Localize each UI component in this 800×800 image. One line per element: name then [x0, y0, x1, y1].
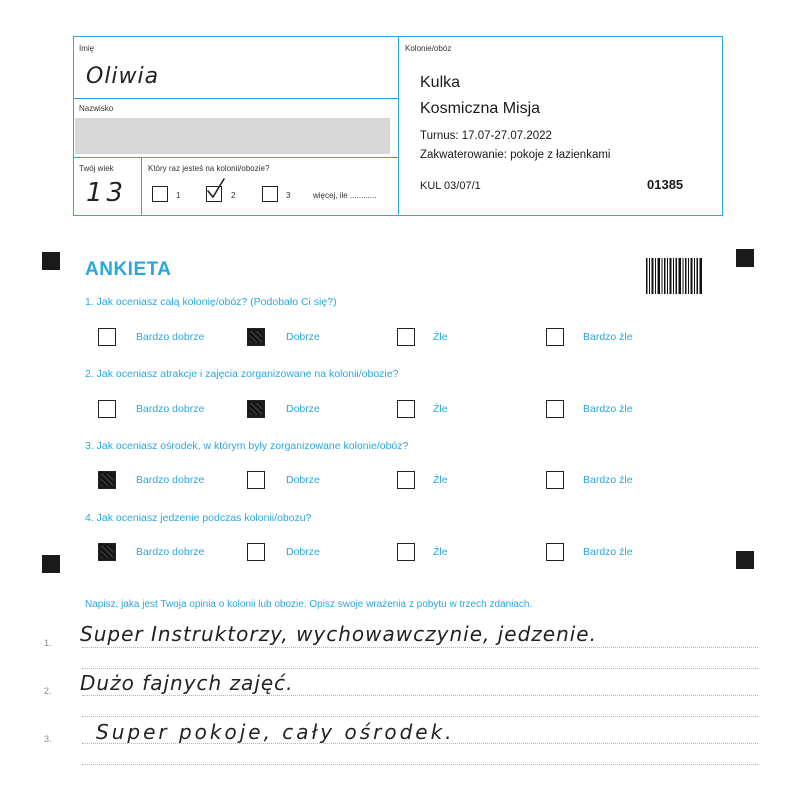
question-1-option-bardzo-dobrze: Bardzo dobrze [136, 331, 205, 343]
question-1-option-dobrze: Dobrze [286, 331, 320, 343]
opinion-line-rule-2a [82, 695, 758, 696]
nazwisko-redacted [75, 118, 390, 154]
registration-marker-top-right [736, 249, 754, 267]
question-2-checkbox-bardzo-dobrze[interactable] [98, 400, 116, 418]
question-3-text: 3. Jak oceniasz ośrodek, w którym były zorganizowane kolonie/obóz? [85, 440, 409, 452]
question-2-option-bardzo-dobrze: Bardzo dobrze [136, 403, 205, 415]
imie-value[interactable]: Oliwia [86, 64, 160, 89]
question-4-checkbox-bardzo-dobrze[interactable] [98, 543, 116, 561]
survey-title: ANKIETA [85, 259, 172, 280]
opinion-answer-1[interactable]: Super Instruktorzy, wychowawczynie, jedzenie. [80, 622, 597, 646]
question-4-option-bardzo-dobrze: Bardzo dobrze [136, 546, 205, 558]
question-1-checkbox-bardzo-dobrze[interactable] [98, 328, 116, 346]
question-2-checkbox-bardzo-zle[interactable] [546, 400, 564, 418]
question-4-checkbox-zle[interactable] [397, 543, 415, 561]
question-4-text: 4. Jak oceniasz jedzenie podczas kolonii/obozu? [85, 512, 312, 524]
question-2-text: 2. Jak oceniasz atrakcje i zajęcia zorganizowane na kolonii/obozie? [85, 368, 399, 380]
age-divider [141, 157, 142, 216]
ktory-raz-checkbox-3[interactable] [262, 186, 278, 202]
question-2-checkbox-dobrze[interactable] [247, 400, 265, 418]
question-2-option-zle: Źle [433, 403, 448, 415]
question-4-option-bardzo-zle: Bardzo źle [583, 546, 633, 558]
question-2-option-dobrze: Dobrze [286, 403, 320, 415]
question-4-checkbox-dobrze[interactable] [247, 543, 265, 561]
opinion-instruction: Napisz, jaka jest Twoja opinia o kolonii lub obozie. Opisz swoje wrażenia z pobytu w trzech zdaniach. [85, 599, 533, 610]
wiek-value[interactable]: 13 [86, 178, 128, 208]
camp-label: Kolonie/obóz [405, 44, 452, 53]
opinion-line-number-3: 3. [44, 734, 52, 744]
ktory-raz-option-3: 3 [286, 191, 291, 200]
wiek-label: Twój wiek [79, 164, 114, 173]
row-divider-2 [73, 157, 399, 158]
camp-turnus: Turnus: 17.07-27.07.2022 [420, 130, 552, 142]
camp-number: 01385 [647, 177, 684, 192]
question-3-checkbox-bardzo-zle[interactable] [546, 471, 564, 489]
question-3-checkbox-dobrze[interactable] [247, 471, 265, 489]
question-4-option-zle: Źle [433, 546, 448, 558]
opinion-line-number-2: 2. [44, 686, 52, 696]
opinion-answer-3[interactable]: Super pokoje, cały ośrodek. [96, 720, 455, 744]
opinion-line-rule-1b [82, 668, 758, 669]
camp-name-1: Kulka [420, 74, 461, 91]
registration-marker-top-left [42, 252, 60, 270]
camp-code: KUL 03/07/1 [420, 180, 481, 192]
row-divider-1 [73, 98, 399, 99]
question-1-checkbox-zle[interactable] [397, 328, 415, 346]
ktory-raz-checkbox-2[interactable] [206, 186, 222, 202]
question-2-option-bardzo-zle: Bardzo źle [583, 403, 633, 415]
question-1-option-bardzo-zle: Bardzo źle [583, 331, 633, 343]
opinion-line-rule-1a [82, 647, 758, 648]
ktory-raz-option-2: 2 [231, 191, 236, 200]
question-4-checkbox-bardzo-zle[interactable] [546, 543, 564, 561]
opinion-line-rule-2b [82, 716, 758, 717]
question-3-option-dobrze: Dobrze [286, 474, 320, 486]
camp-zakwaterowanie: Zakwaterowanie: pokoje z łazienkami [420, 149, 611, 161]
nazwisko-label: Nazwisko [79, 104, 114, 113]
opinion-line-rule-3b [82, 764, 758, 765]
opinion-answer-2[interactable]: Dużo fajnych zajęć. [80, 671, 294, 695]
question-1-checkbox-dobrze[interactable] [247, 328, 265, 346]
header-divider [398, 36, 399, 216]
question-3-option-bardzo-zle: Bardzo źle [583, 474, 633, 486]
question-4-option-dobrze: Dobrze [286, 546, 320, 558]
question-1-text: 1. Jak oceniasz całą kolonię/obóz? (Podobało Ci się?) [85, 296, 337, 308]
question-3-option-bardzo-dobrze: Bardzo dobrze [136, 474, 205, 486]
imie-label: Imię [79, 44, 95, 53]
question-2-checkbox-zle[interactable] [397, 400, 415, 418]
question-3-checkbox-bardzo-dobrze[interactable] [98, 471, 116, 489]
opinion-line-number-1: 1. [44, 638, 52, 648]
camp-name-2: Kosmiczna Misja [420, 100, 541, 117]
barcode-icon [646, 258, 702, 294]
ktory-raz-option-1: 1 [176, 191, 181, 200]
ktory-raz-checkbox-1[interactable] [152, 186, 168, 202]
question-1-checkbox-bardzo-zle[interactable] [546, 328, 564, 346]
wiecej-label: więcej, ile ............ [313, 191, 377, 200]
question-1-option-zle: Źle [433, 331, 448, 343]
registration-marker-bottom-left [42, 555, 60, 573]
registration-marker-bottom-right [736, 551, 754, 569]
question-3-checkbox-zle[interactable] [397, 471, 415, 489]
question-3-option-zle: Źle [433, 474, 448, 486]
ktory-raz-label: Który raz jesteś na kolonii/obozie? [148, 164, 270, 173]
check-mark-icon [205, 177, 227, 201]
